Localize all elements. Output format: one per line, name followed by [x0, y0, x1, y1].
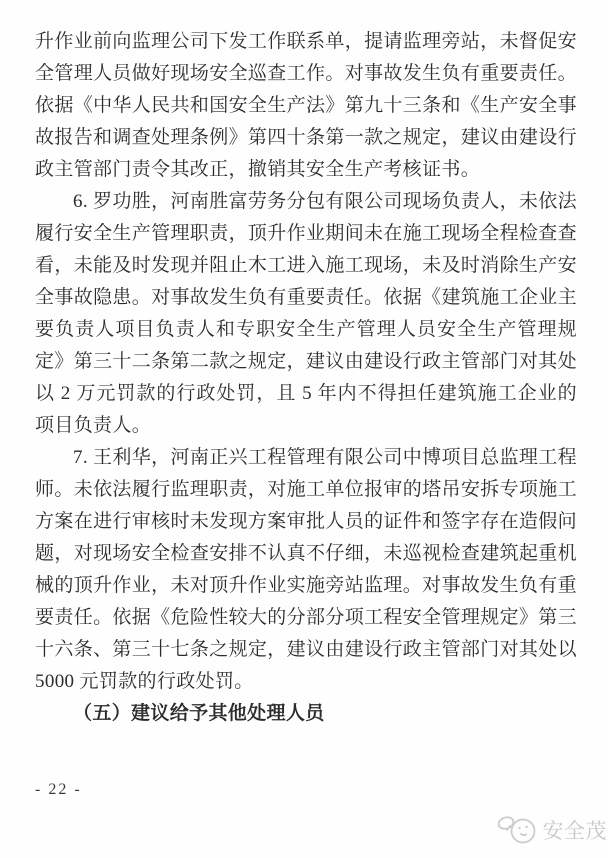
mascot-logo-icon: [496, 810, 540, 850]
page-number: - 22 -: [35, 781, 82, 798]
watermark: [496, 810, 608, 850]
paragraph-continuation: 升作业前向监理公司下发工作联系单，提请监理旁站，未督促安全管理人员做好现场安全巡查工作。对事故发生负有重要责任。依据《中华人民共和国安全生产法》第九十三条和《生产安全事故报告和调查处理条例》第四十条第一款之规定，建议由建设行政主管部门责令其改正，撤销其安全生产考核证书。: [35, 31, 577, 180]
document-body: [35, 26, 577, 730]
watermark-label: 安全茂: [542, 820, 607, 843]
paragraph-item-7: 7. 王利华，河南正兴工程管理有限公司中博项目总监理工程师。未依法履行监理职责，对施工单位报审的塔吊安拆专项施工方案在进行审核时未发现方案审批人员的证件和签字存在造假问题，对现场安全检查安排不认真不仔细，未巡视检查建筑起重机械的顶升作业，未对顶升作业实施旁站监理。对事故发生负有重要责任。依据《危险性较大的分部分项工程安全管理规定》第三十六条、第三十七条之规定，建议由建设行政主管部门对其处以 5000 元罚款的行政处罚。: [35, 447, 577, 692]
paragraph-item-6: 6. 罗功胜，河南胜富劳务分包有限公司现场负责人，未依法履行安全生产管理职责，顶升作业期间未在施工现场全程检查查看，未能及时发现并阻止木工进入施工现场，未及时消除生产安全事故隐患。对事故发生负有重要责任。依据《建筑施工企业主要负责人项目负责人和专职安全生产管理人员安全生产管理规定》第三十二条第二款之规定，建议由建设行政主管部门对其处以 2 万元罚款的行政处罚，且 5 年内不得担任建筑施工企业的项目负责人。: [35, 191, 577, 436]
section-heading: （五）建议给予其他处理人员: [73, 703, 325, 724]
